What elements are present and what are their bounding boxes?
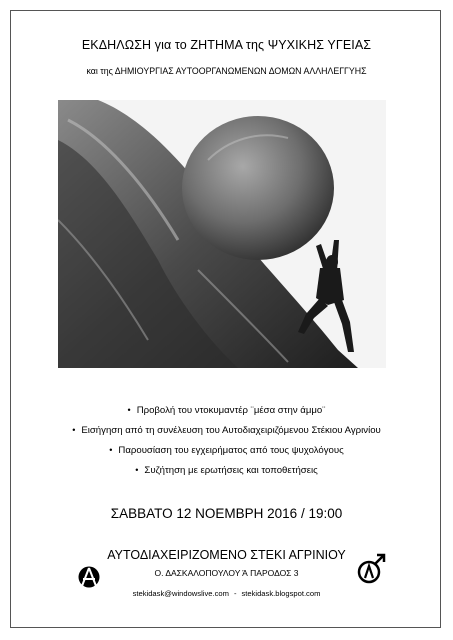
poster-title: ΕΚΔΗΛΩΣΗ για το ΖΗΤΗΜΑ της ΨΥΧΙΚΗΣ ΥΓΕΙΑΣ <box>81 38 372 52</box>
list-item-text: Παρουσίαση του εγχειρήματος από τους ψυχολόγους <box>118 445 344 456</box>
bullet-icon: • <box>72 425 76 435</box>
contact-line <box>0 589 453 598</box>
event-datetime: ΣΑΒΒΑΤΟ 12 ΝΟΕΜΒΡΗ 2016 / 19:00 <box>110 506 343 521</box>
bullet-icon: • <box>127 405 131 415</box>
venue-address: Ο. ΔΑΣΚΑΛΟΠΟΥΛΟΥ Ά ΠΑΡΟΔΟΣ 3 <box>154 568 299 578</box>
list-item-text: Προβολή του ντοκυμαντέρ ¨μέσα στην άμμο¨ <box>136 405 326 416</box>
list-item <box>0 460 453 480</box>
program-list <box>0 400 453 480</box>
list-item <box>0 440 453 460</box>
anarchy-circle-a-icon <box>77 565 101 589</box>
bullet-icon: • <box>135 465 139 475</box>
venue-name: ΑΥΤΟΔΙΑΧΕΙΡΙΖΟΜΕΝΟ ΣΤΕΚΙ ΑΓΡΙΝΙΟΥ <box>107 548 346 562</box>
email-link[interactable]: stekidask@windowslive.com <box>132 589 229 598</box>
list-item <box>0 420 453 440</box>
bullet-icon: • <box>109 445 113 455</box>
list-item-text: Συζήτηση με ερωτήσεις και τοποθετήσεις <box>144 465 318 476</box>
sisyphus-photo <box>58 100 386 368</box>
list-item-text: Εισήγηση από τη συνέλευση του Αυτοδιαχειριζόμενου Στέκιου Αγρινίου <box>81 425 381 436</box>
poster-subtitle: και της ΔΗΜΙΟΥΡΓΙΑΣ ΑΥΤΟΟΡΓΑΝΩΜΕΝΩΝ ΔΟΜΩΝ ΑΛΛΗΛΕΓΓΥΗΣ <box>86 66 367 76</box>
blog-link[interactable]: stekidask.blogspot.com <box>241 589 321 598</box>
list-item <box>0 400 453 420</box>
contact-separator: - <box>233 589 237 598</box>
anarchist-symbol-icon <box>356 553 386 585</box>
